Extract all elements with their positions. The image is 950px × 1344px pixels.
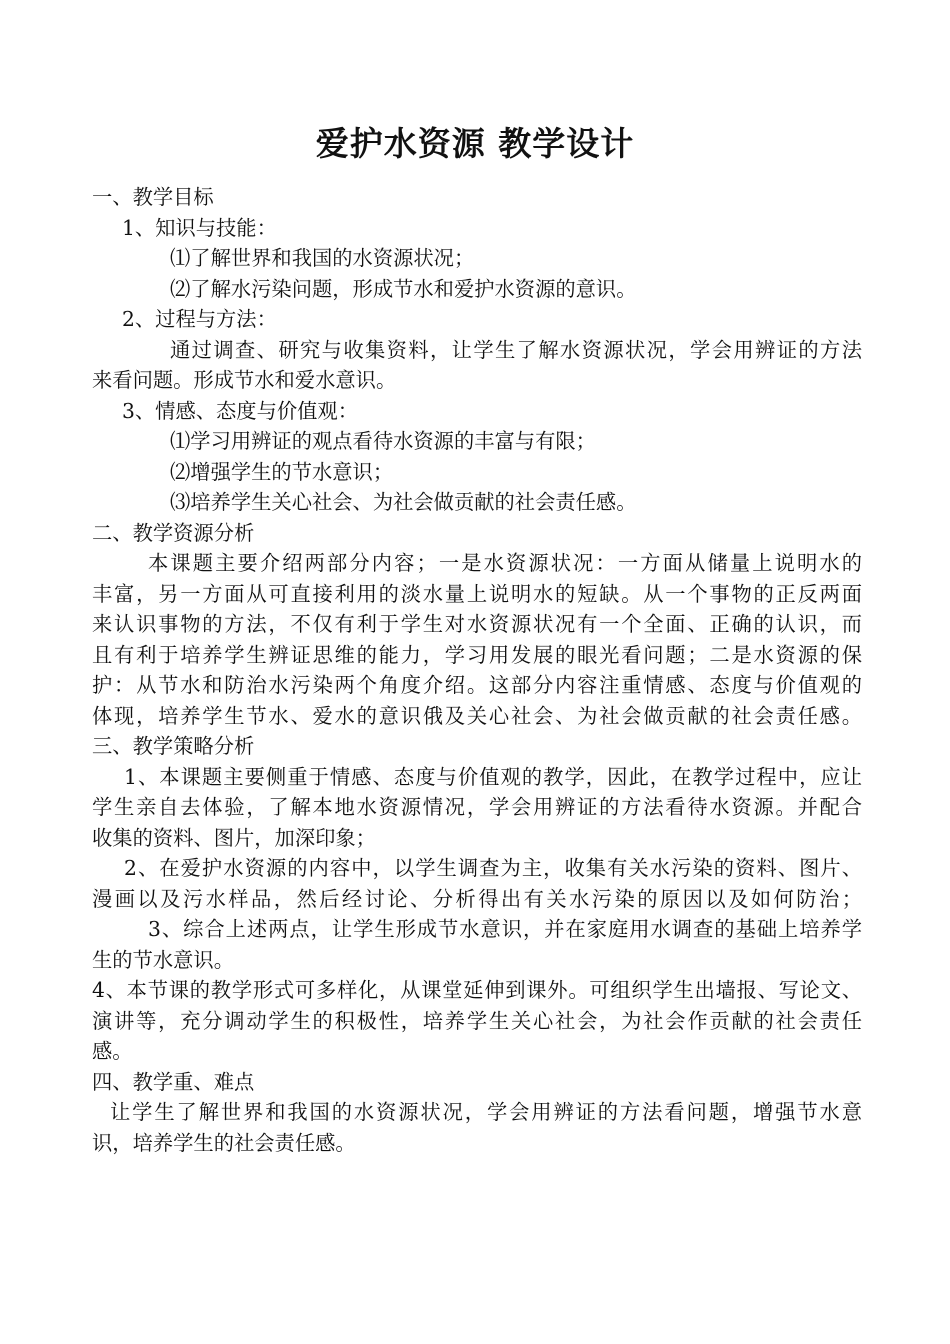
paragraph-line: 且有利于培养学生辨证思维的能力，学习用发展的眼光看问题；二是水资源的保: [92, 642, 862, 667]
paragraph-line: 演讲等，充分调动学生的积极性，培养学生关心社会，为社会作贡献的社会责任: [92, 1008, 862, 1033]
paragraph-line: 收集的资料、图片，加深印象；: [92, 825, 376, 850]
paragraph-line: 来认识事物的方法，不仅有利于学生对水资源状况有一个全面、正确的认识，而: [92, 612, 862, 636]
section-heading-resources: 二、教学资源分析: [92, 520, 255, 545]
list-item: ⑴了解世界和我国的水资源状况；: [170, 246, 475, 270]
section-heading-key-points: 四、教学重、难点: [92, 1069, 255, 1094]
paragraph-line: 3、综合上述两点，让学生形成节水意识，并在家庭用水调查的基础上培养学: [148, 917, 862, 941]
subheading-knowledge-skills: 1、知识与技能：: [122, 215, 277, 240]
paragraph-line: 体现，培养学生节水、爱水的意识俄及关心社会、为社会做贡献的社会责任感。: [92, 703, 862, 728]
paragraph-line: 本课题主要介绍两部分内容；一是水资源状况：一方面从储量上说明水的: [148, 551, 862, 575]
paragraph-line: 丰富，另一方面从可直接利用的淡水量上说明水的短缺。从一个事物的正反两面: [92, 581, 862, 606]
paragraph-line: 2、在爱护水资源的内容中，以学生调查为主，收集有关水污染的资料、图片、: [124, 856, 862, 880]
paragraph-line: 学生亲自去体验，了解本地水资源情况，学会用辨证的方法看待水资源。并配合: [92, 795, 862, 819]
list-item: ⑴学习用辨证的观点看待水资源的丰富与有限；: [170, 429, 596, 453]
section-heading-strategy: 三、教学策略分析: [92, 734, 255, 758]
list-item: ⑵增强学生的节水意识；: [170, 459, 394, 484]
list-item: ⑶培养学生关心社会、为社会做贡献的社会责任感。: [170, 490, 637, 514]
paragraph-line: 通过调查、研究与收集资料，让学生了解水资源状况，学会用辨证的方法: [170, 337, 862, 362]
paragraph-line: 识，培养学生的社会责任感。: [92, 1130, 356, 1155]
paragraph-line: 让学生了解世界和我国的水资源状况，学会用辨证的方法看问题，增强节水意: [110, 1100, 862, 1124]
subheading-emotion-values: 3、情感、态度与价值观：: [122, 398, 358, 423]
paragraph-line: 来看问题。形成节水和爱水意识。: [92, 368, 397, 392]
document-title: 爱护水资源 教学设计: [315, 124, 635, 163]
paragraph-line: 1、本课题主要侧重于情感、态度与价值观的教学，因此，在教学过程中，应让: [124, 764, 862, 789]
section-heading-objectives: 一、教学目标: [92, 185, 214, 209]
document-body: [92, 182, 862, 1158]
subheading-process-methods: 2、过程与方法：: [122, 307, 277, 331]
paragraph-line: 护：从节水和防治水污染两个角度介绍。这部分内容注重情感、态度与价值观的: [92, 673, 862, 697]
paragraph-line: 漫画以及污水样品，然后经讨论、分析得出有关水污染的原因以及如何防治；: [92, 886, 862, 911]
paragraph-line: 感。: [92, 1039, 133, 1063]
paragraph-line: 4、本节课的教学形式可多样化，从课堂延伸到课外。可组织学生出墙报、写论文、: [92, 978, 862, 1002]
paragraph-line: 生的节水意识。: [92, 947, 234, 972]
list-item: ⑵了解水污染问题，形成节水和爱护水资源的意识。: [170, 276, 637, 301]
